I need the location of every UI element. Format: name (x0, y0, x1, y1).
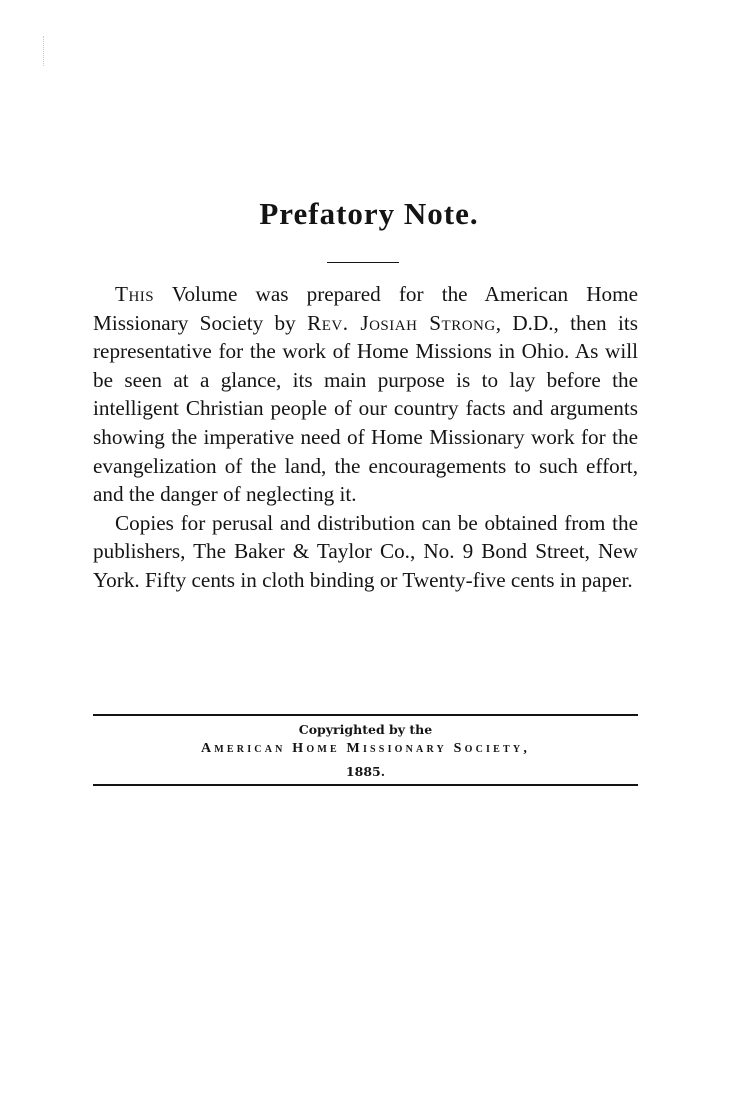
copyright-line-2: American Home Missionary Society, (200, 741, 531, 756)
paragraph-1 (93, 280, 638, 509)
prefatory-body (93, 280, 638, 595)
copyright-rule-top (93, 714, 638, 716)
margin-marks (43, 36, 45, 66)
paragraph-1-lead: This (115, 282, 155, 306)
copyright-line-1: Copyrighted by the (298, 722, 433, 737)
author-name: Rev. Josiah Strong (307, 310, 496, 335)
paragraph-2: Copies for perusal and distribution can be obtained from the publishers, The Baker & Taylor Co., No. 9 Bond Street, New York. Fifty cents in cloth binding or Twenty-five cents in paper. (93, 510, 638, 592)
paragraph-1-text-a: Volume was prepared for the American Home Missionary Society by (93, 282, 638, 335)
page-title: Prefatory Note. (259, 196, 479, 231)
copyright-block (93, 712, 638, 788)
paragraph-1-text-b: , D.D., then its representative for the work of Home Missions in Ohio. As will be seen at a glance, its main purpose is to lay before the intelligent Christian people of our country facts and arguments showing the imperative need of Home Missionary work for the evangelization of the land, the encouragements to such effort, and the danger of neglecting it. (93, 310, 639, 507)
copyright-year: 1885. (345, 764, 386, 779)
copyright-rule-bottom (93, 784, 638, 786)
title-rule (327, 262, 399, 263)
